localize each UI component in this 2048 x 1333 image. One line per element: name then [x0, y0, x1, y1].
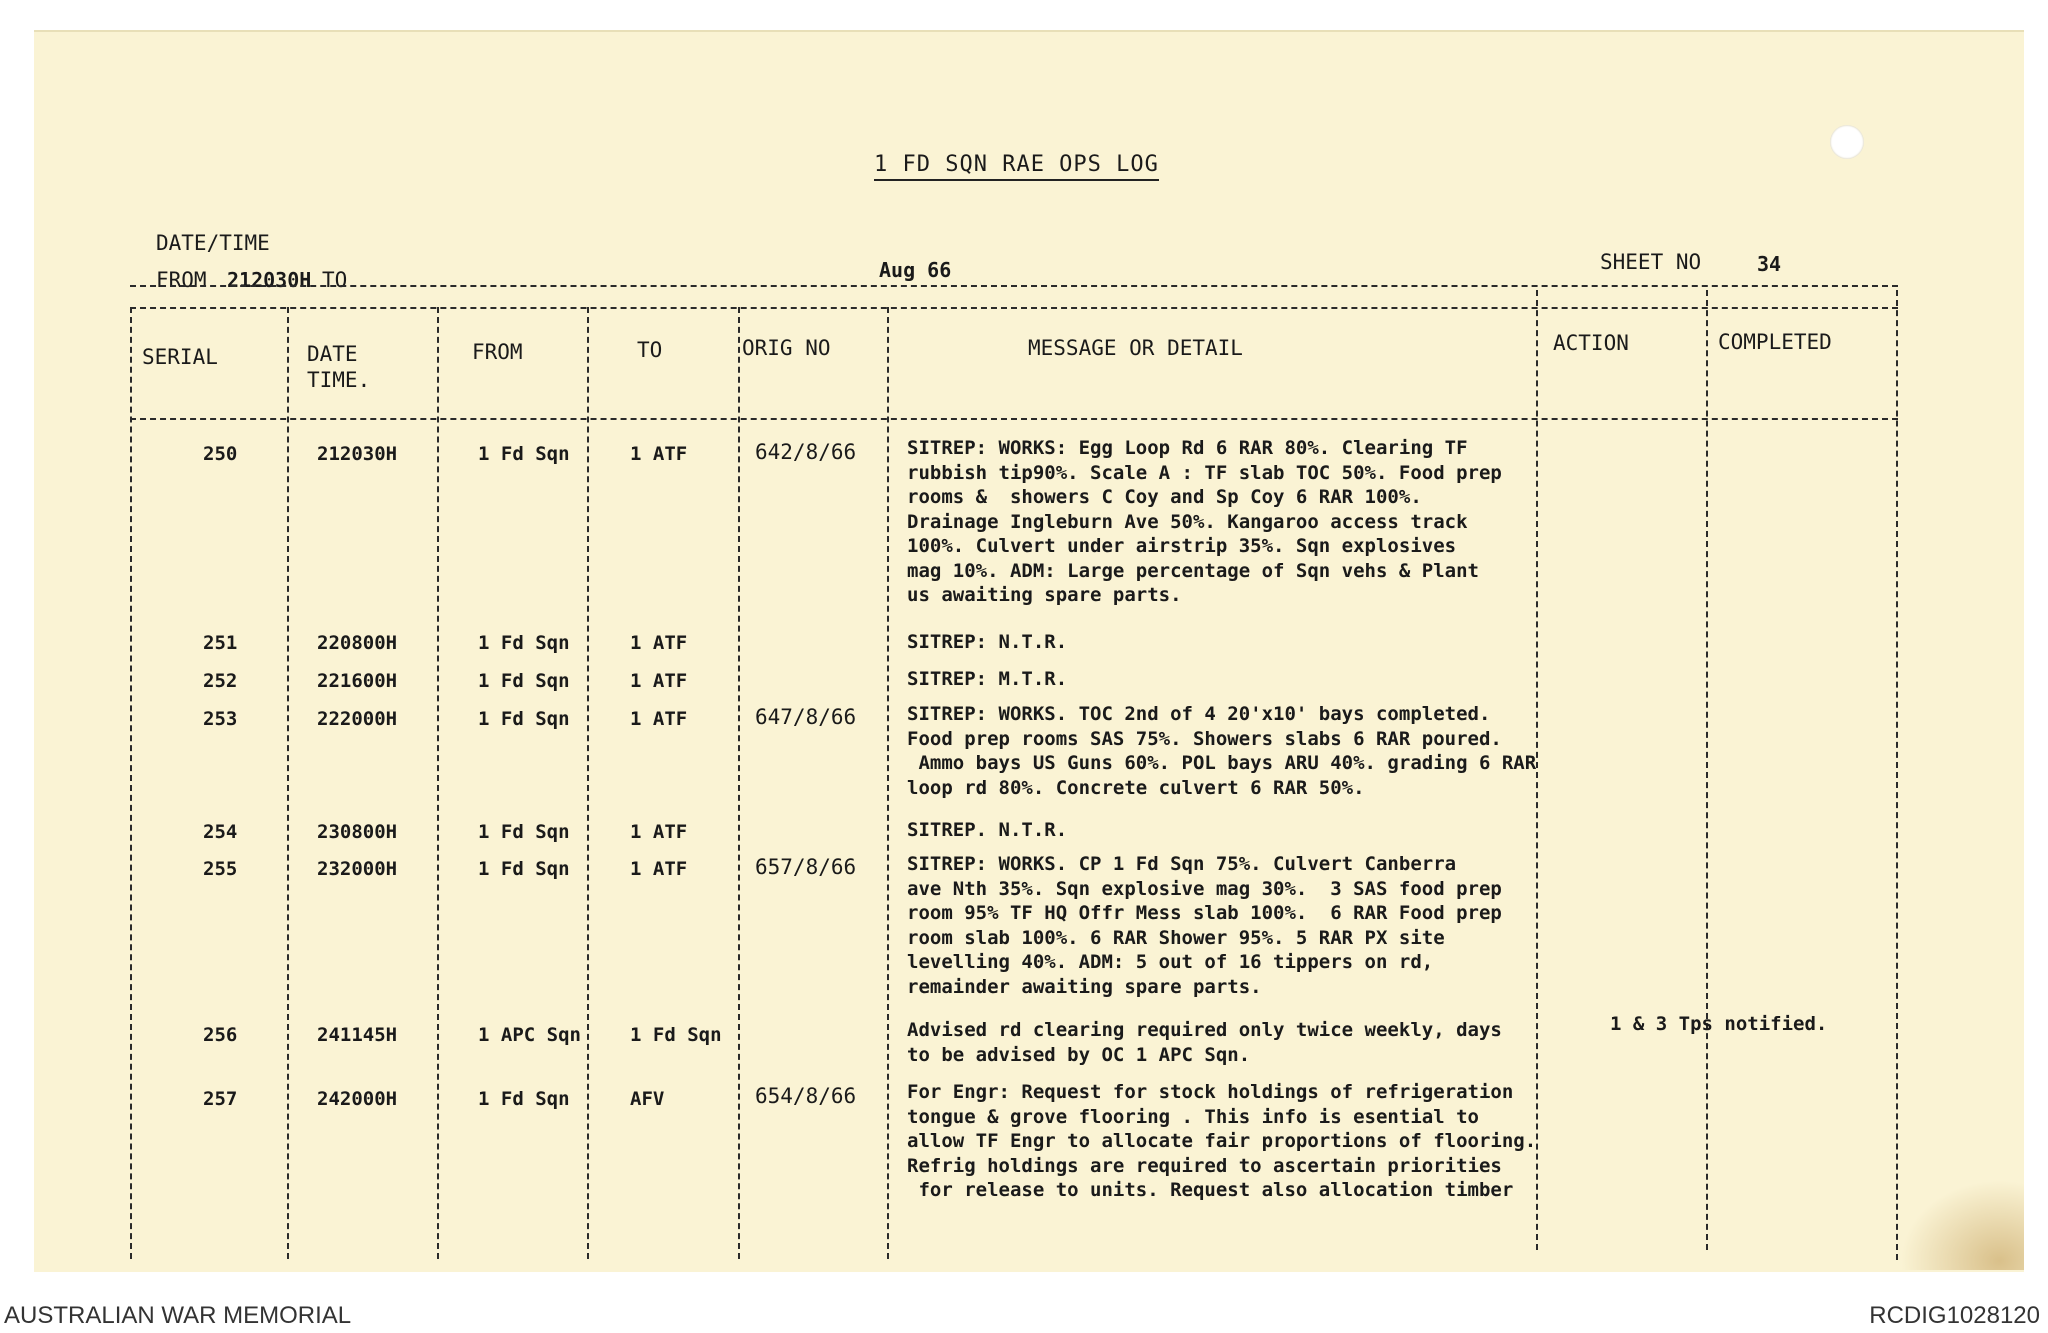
row-254-from: 1 Fd Sqn	[478, 821, 570, 843]
row-252-to: 1 ATF	[630, 670, 688, 692]
table-top-rule	[130, 285, 1898, 287]
row-254-message: SITREP. N.T.R.	[907, 819, 1068, 841]
row-256-message: Advised rd clearing required only twice weekly, days to be advised by OC 1 APC Sqn.	[907, 1019, 1502, 1066]
header-to: TO	[637, 338, 663, 362]
document-title: 1 FD SQN RAE OPS LOG	[874, 152, 1159, 181]
from-value: 212030H	[227, 268, 312, 292]
row-252-message: SITREP: M.T.R.	[907, 668, 1068, 690]
to-label: TO	[322, 268, 348, 292]
row-253-orig: 647/8/66	[755, 705, 857, 729]
month-label: Aug 66	[879, 258, 952, 282]
column-rule	[1536, 290, 1538, 1250]
row-252-dtg: 221600H	[317, 670, 398, 692]
row-253-to: 1 ATF	[630, 708, 688, 730]
paper-stain	[1900, 1180, 2024, 1270]
column-rule	[1706, 290, 1708, 1250]
row-252-serial: 252	[203, 670, 238, 692]
row-256-action: 1 & 3 Tps notified.	[1610, 1013, 1828, 1035]
row-252-from: 1 Fd Sqn	[478, 670, 570, 692]
row-254-to: 1 ATF	[630, 821, 688, 843]
row-256-dtg: 241145H	[317, 1024, 398, 1046]
footer-credit: AUSTRALIAN WAR MEMORIAL	[4, 1302, 352, 1329]
row-251-from: 1 Fd Sqn	[478, 632, 570, 654]
row-253-dtg: 222000H	[317, 708, 398, 730]
row-254-serial: 254	[203, 821, 238, 843]
date-time-label: DATE/TIME	[156, 231, 270, 255]
row-250-from: 1 Fd Sqn	[478, 443, 570, 465]
punch-hole	[1830, 125, 1864, 159]
row-257-dtg: 242000H	[317, 1088, 398, 1110]
row-255-message: SITREP: WORKS. CP 1 Fd Sqn 75%. Culvert Canberra ave Nth 35%. Sqn explosive mag 30%. 3 SAS food prep room 95% TF HQ Offr Mess slab 100%. 6 RAR Food prep room slab 100%. 6 RAR Shower 95%. 5 RAR PX site levelling 40%. ADM: 5 out of 16 tippers on rd, remainder awaiting spare parts.	[907, 853, 1502, 998]
row-253-message: SITREP: WORKS. TOC 2nd of 4 20'x10' bays completed. Food prep rooms SAS 75%. Showers slabs 6 RAR poured. Ammo bays US Guns 60%. POL bays ARU 40%. grading 6 RAR loop rd 80%. Concrete culvert 6 RAR 50%.	[907, 703, 1537, 799]
row-251-to: 1 ATF	[630, 632, 688, 654]
row-256-serial: 256	[203, 1024, 238, 1046]
row-254-dtg: 230800H	[317, 821, 398, 843]
row-255-to: 1 ATF	[630, 858, 688, 880]
header-date: DATE	[307, 342, 358, 366]
header-completed: COMPLETED	[1718, 330, 1832, 354]
header-message: MESSAGE OR DETAIL	[1028, 336, 1243, 360]
row-257-from: 1 Fd Sqn	[478, 1088, 570, 1110]
header-serial: SERIAL	[142, 345, 218, 369]
row-251-message: SITREP: N.T.R.	[907, 631, 1068, 653]
column-rule	[887, 307, 889, 1259]
row-255-from: 1 Fd Sqn	[478, 858, 570, 880]
header-bottom-rule	[130, 418, 1898, 420]
column-rule	[287, 307, 289, 1259]
row-255-serial: 255	[203, 858, 238, 880]
row-256-to: 1 Fd Sqn	[630, 1024, 722, 1046]
footer-id: RCDIG1028120	[1869, 1302, 2040, 1329]
row-251-serial: 251	[203, 632, 238, 654]
row-251-dtg: 220800H	[317, 632, 398, 654]
row-256-from: 1 APC Sqn	[478, 1024, 581, 1046]
row-253-serial: 253	[203, 708, 238, 730]
table-top-rule-2	[130, 307, 1898, 309]
row-257-orig: 654/8/66	[755, 1084, 857, 1108]
row-250-serial: 250	[203, 443, 238, 465]
row-250-message: SITREP: WORKS: Egg Loop Rd 6 RAR 80%. Clearing TF rubbish tip90%. Scale A : TF slab TOC 50%. Food prep rooms & showers C Coy and Sp Coy 6 RAR 100%. Drainage Ingleburn Ave 50%. Kangaroo access track 100%. Culvert under airstrip 35%. Sqn explosives mag 10%. ADM: Large percentage of Sqn vehs & Plant us awaiting spare parts.	[907, 437, 1502, 606]
column-rule	[437, 307, 439, 1259]
row-250-to: 1 ATF	[630, 443, 688, 465]
header-time: TIME.	[307, 368, 371, 392]
header-from: FROM	[472, 340, 523, 364]
column-rule	[738, 307, 740, 1259]
row-257-message: For Engr: Request for stock holdings of refrigeration tongue & grove flooring . This info is esential to allow TF Engr to allocate fair proportions of flooring. Refrig holdings are required to ascertain priorities for release to units. Request also allocation timber	[907, 1081, 1537, 1201]
row-257-serial: 257	[203, 1088, 238, 1110]
row-250-orig: 642/8/66	[755, 440, 857, 464]
header-action: ACTION	[1553, 331, 1629, 355]
row-250-dtg: 212030H	[317, 443, 398, 465]
row-255-orig: 657/8/66	[755, 855, 857, 879]
row-253-from: 1 Fd Sqn	[478, 708, 570, 730]
column-rule	[1896, 290, 1898, 1260]
row-257-to: AFV	[630, 1088, 665, 1110]
header-orig-no: ORIG NO	[742, 336, 831, 360]
row-255-dtg: 232000H	[317, 858, 398, 880]
column-rule	[130, 307, 132, 1259]
from-label: FROM	[156, 268, 207, 292]
column-rule	[587, 307, 589, 1259]
sheet-number: 34	[1757, 252, 1782, 276]
sheet-label: SHEET NO	[1600, 250, 1702, 274]
